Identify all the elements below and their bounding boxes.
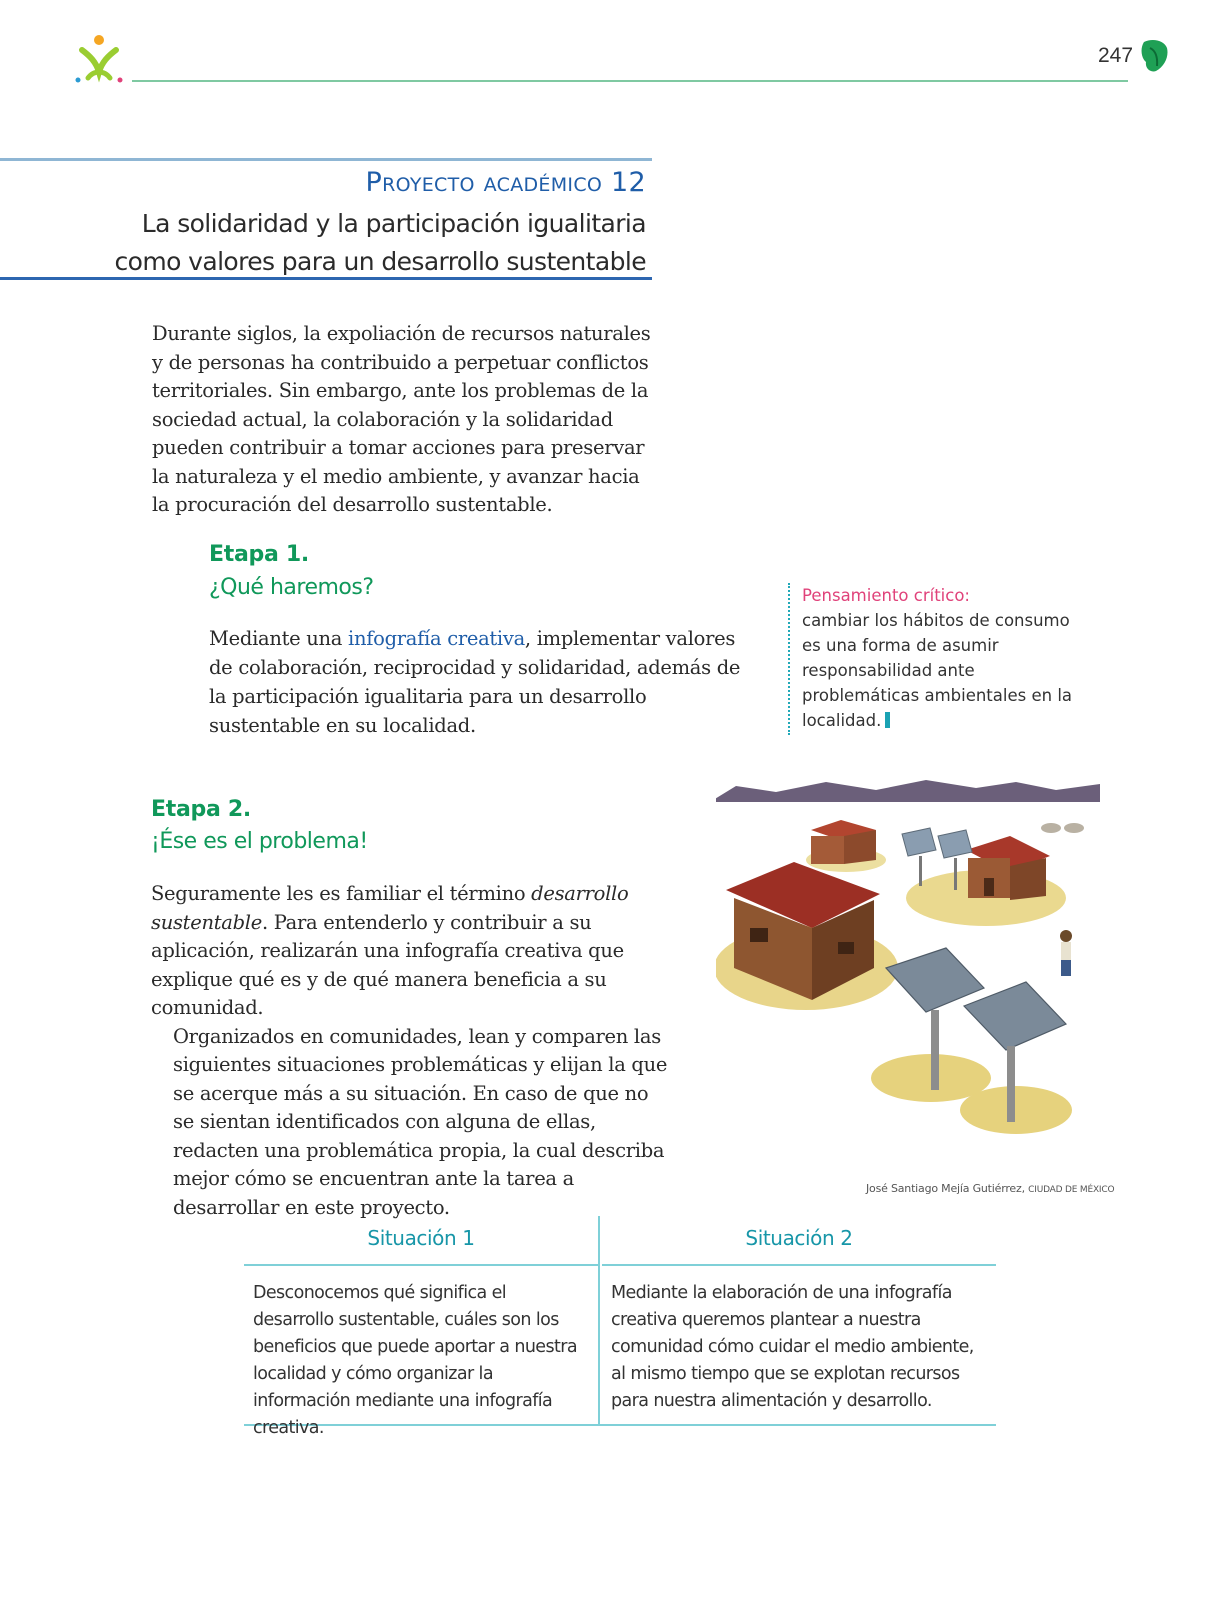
note-label: Pensamiento crítico:	[802, 586, 970, 605]
stage2-p1-after: . Para entenderlo y contribuir a su aplicación, realizarán una infografía creativa que explique qué es y de qué manera beneficia a su comunidad.	[151, 910, 624, 1019]
stage2-subtitle: ¡Ése es el problema!	[151, 829, 368, 854]
situation-column	[244, 1216, 600, 1438]
situation-text: Mediante la elaboración de una infografía creativa queremos plantear a nuestra comunidad cómo cuidar el medio ambiente, al mismo tiempo que se explotan recursos para nuestra alimentación y desarrollo.	[611, 1283, 974, 1411]
situation-title: Situación 1	[244, 1216, 598, 1266]
stage1-subtitle: ¿Qué haremos?	[209, 575, 374, 600]
situations-table	[244, 1216, 996, 1438]
stage2-title: Etapa 2.	[151, 797, 251, 822]
credit-place: CIUDAD DE MÉXICO	[1028, 1185, 1115, 1195]
project-title	[115, 205, 646, 281]
header-rule	[132, 80, 1128, 82]
credit-name: José Santiago Mejía Gutiérrez,	[866, 1182, 1025, 1195]
situation-text: Desconocemos qué significa el desarrollo sustentable, cuáles son los beneficios que puede aportar a nuestra localidad y cómo organizar la información mediante una infografía creativa.	[253, 1283, 577, 1438]
infografia-link[interactable]: infografía creativa	[348, 627, 525, 650]
situation-column	[602, 1216, 996, 1424]
stage2-paragraph-2: Organizados en comunidades, lean y comparen las siguientes situaciones problemáticas y elijan la que se acerque más a su situación. En caso de que no se sientan identificados con alguna de ellas, redacten una problemática propia, la cual describa mejor cómo se encuentran ante la tarea a desarrollar en este proyecto.	[173, 1024, 668, 1219]
end-mark-icon	[885, 712, 890, 728]
stage2-body	[151, 880, 671, 1222]
green-leaf-icon	[1138, 38, 1170, 74]
project-title-line-2: como valores para un desarrollo sustentable	[114, 247, 646, 276]
rural-solar-illustration	[716, 778, 1116, 1178]
stage1-text-before: Mediante una	[209, 627, 349, 650]
stage1-text-after: , implementar valores de colaboración, reciprocidad y solidaridad, además de la participación igualitaria para un desarrollo sustentable en su localidad.	[209, 627, 741, 737]
note-text: cambiar los hábitos de consumo es una forma de asumir responsabilidad ante problemáticas ambientales en la localidad.	[802, 611, 1073, 730]
page-number: 247	[1098, 44, 1134, 67]
project-label: Proyecto académico 12	[365, 167, 646, 198]
stage1-paragraph	[209, 624, 749, 740]
project-title-block	[0, 158, 652, 280]
illustration-credit	[866, 1182, 1114, 1195]
situation-title: Situación 2	[602, 1216, 996, 1266]
project-title-line-1: La solidaridad y la participación igualitaria	[141, 209, 646, 238]
stage2-p1-term: desarrollo sustentable	[151, 882, 629, 934]
stage1-title: Etapa 1.	[209, 542, 309, 567]
stage2-paragraph-1	[151, 880, 671, 1023]
stage2-p1-before: Seguramente les es familiar el término	[151, 882, 532, 905]
critical-thinking-note	[788, 583, 1078, 735]
person-figure-logo-icon	[72, 32, 126, 86]
intro-paragraph: Durante siglos, la expoliación de recursos naturales y de personas ha contribuido a perpetuar conflictos territoriales. Sin embargo, ante los problemas de la sociedad actual, la colaboración y la solidaridad pueden contribuir a tomar acciones para preservar la naturaleza y el medio ambiente, y avanzar hacia la procuración del desarrollo sustentable.	[152, 322, 651, 516]
